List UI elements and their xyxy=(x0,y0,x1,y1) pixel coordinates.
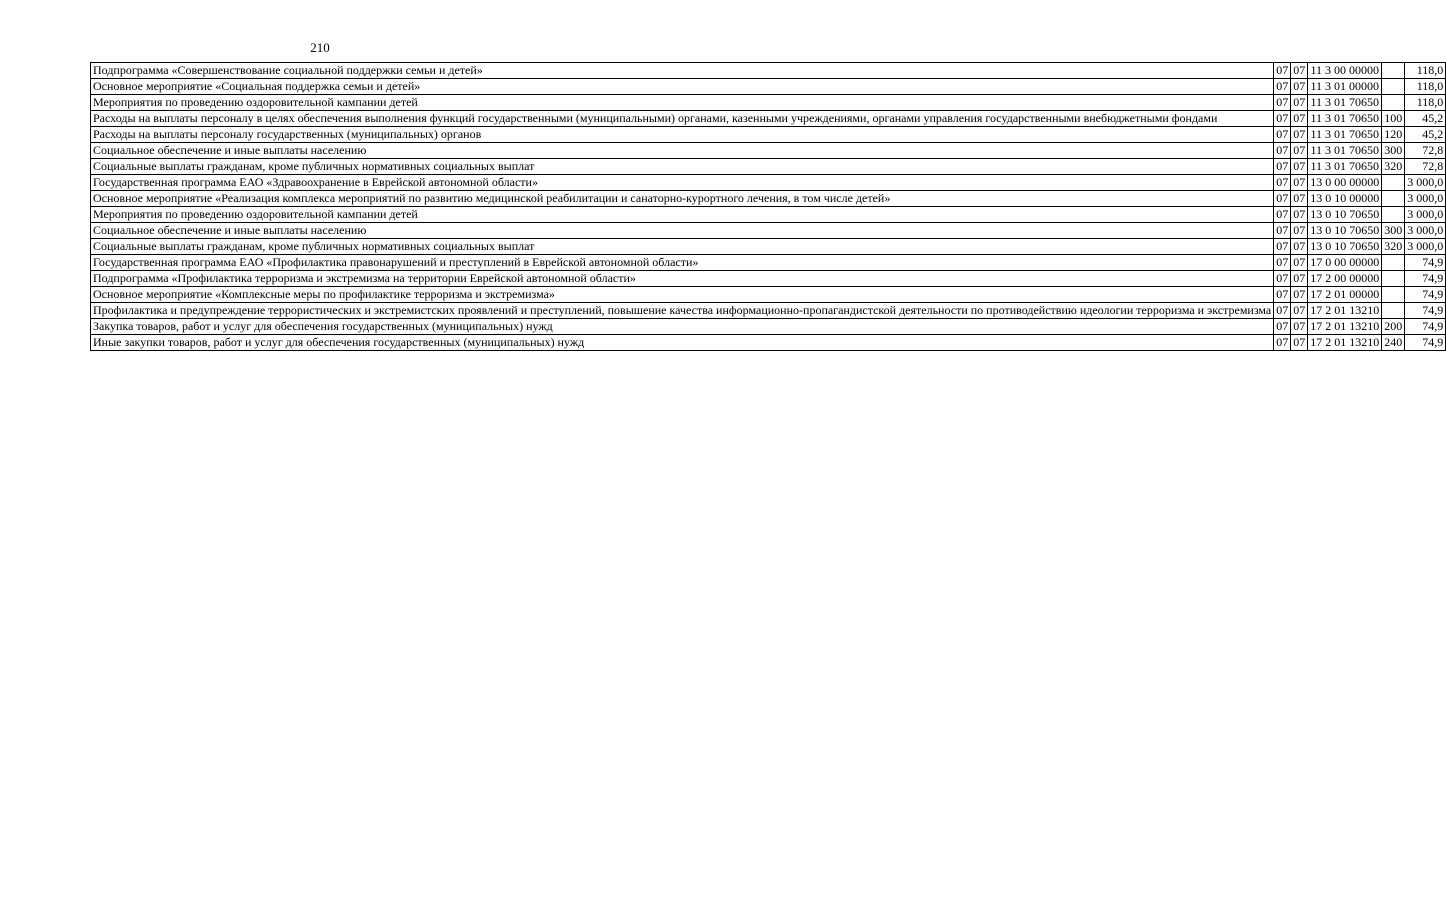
row-name-cell: Расходы на выплаты персоналу в целях обеспечения выполнения функций государственными (муниципальными) органами, казенными учреждениями, органами управления государственными внебюджетными фондами xyxy=(91,111,1274,127)
table-row xyxy=(91,63,1446,79)
row-amount: 3 000,0 xyxy=(1405,191,1446,207)
row-section-code: 07 xyxy=(1274,63,1291,79)
row-section-code: 07 xyxy=(1274,175,1291,191)
row-expense-type-code xyxy=(1382,191,1405,207)
table-row xyxy=(91,143,1446,159)
row-amount: 118,0 xyxy=(1405,79,1446,95)
row-section-code: 07 xyxy=(1274,143,1291,159)
row-name-cell: Основное мероприятие «Реализация комплекса мероприятий по развитию медицинской реабилитации и санаторно-курортного лечения, в том числе детей» xyxy=(91,191,1274,207)
row-name-cell: Профилактика и предупреждение террористических и экстремистских проявлений и преступлений, повышение качества информационно-пропагандистской деятельности по противодействию идеологии терроризма и экстремизма xyxy=(91,303,1274,319)
table-row xyxy=(91,287,1446,303)
budget-table xyxy=(90,62,1446,351)
row-target-item-code: 17 2 01 13210 xyxy=(1308,319,1382,335)
table-row xyxy=(91,111,1446,127)
table-row xyxy=(91,319,1446,335)
row-amount: 72,8 xyxy=(1405,159,1446,175)
row-expense-type-code xyxy=(1382,95,1405,111)
row-expense-type-code: 300 xyxy=(1382,223,1405,239)
table-row xyxy=(91,79,1446,95)
row-expense-type-code: 200 xyxy=(1382,319,1405,335)
row-name-cell: Подпрограмма «Профилактика терроризма и экстремизма на территории Еврейской автономной области» xyxy=(91,271,1274,287)
row-section-code: 07 xyxy=(1274,207,1291,223)
row-subsection-code: 07 xyxy=(1291,175,1308,191)
row-name-cell: Основное мероприятие «Комплексные меры по профилактике терроризма и экстремизма» xyxy=(91,287,1274,303)
row-expense-type-code xyxy=(1382,63,1405,79)
row-subsection-code: 07 xyxy=(1291,159,1308,175)
row-target-item-code: 13 0 10 70650 xyxy=(1308,223,1382,239)
row-target-item-code: 17 2 01 13210 xyxy=(1308,303,1382,319)
row-section-code: 07 xyxy=(1274,159,1291,175)
row-name-cell: Основное мероприятие «Социальная поддержка семьи и детей» xyxy=(91,79,1274,95)
row-target-item-code: 13 0 10 70650 xyxy=(1308,239,1382,255)
row-target-item-code: 13 0 10 00000 xyxy=(1308,191,1382,207)
row-subsection-code: 07 xyxy=(1291,95,1308,111)
row-target-item-code: 11 3 01 70650 xyxy=(1308,143,1382,159)
row-subsection-code: 07 xyxy=(1291,79,1308,95)
row-subsection-code: 07 xyxy=(1291,111,1308,127)
row-name-cell: Социальное обеспечение и иные выплаты населению xyxy=(91,143,1274,159)
row-name-cell: Государственная программа ЕАО «Профилактика правонарушений и преступлений в Еврейской автономной области» xyxy=(91,255,1274,271)
row-amount: 118,0 xyxy=(1405,63,1446,79)
row-expense-type-code: 300 xyxy=(1382,143,1405,159)
row-subsection-code: 07 xyxy=(1291,207,1308,223)
table-row xyxy=(91,223,1446,239)
row-section-code: 07 xyxy=(1274,111,1291,127)
row-amount: 45,2 xyxy=(1405,111,1446,127)
row-target-item-code: 11 3 01 70650 xyxy=(1308,159,1382,175)
row-amount: 74,9 xyxy=(1405,287,1446,303)
row-amount: 3 000,0 xyxy=(1405,207,1446,223)
row-expense-type-code xyxy=(1382,271,1405,287)
table-row xyxy=(91,255,1446,271)
table-row xyxy=(91,95,1446,111)
row-subsection-code: 07 xyxy=(1291,303,1308,319)
row-amount: 74,9 xyxy=(1405,303,1446,319)
row-name-cell: Расходы на выплаты персоналу государственных (муниципальных) органов xyxy=(91,127,1274,143)
row-expense-type-code xyxy=(1382,287,1405,303)
row-section-code: 07 xyxy=(1274,319,1291,335)
row-amount: 74,9 xyxy=(1405,271,1446,287)
row-subsection-code: 07 xyxy=(1291,271,1308,287)
row-subsection-code: 07 xyxy=(1291,223,1308,239)
row-subsection-code: 07 xyxy=(1291,255,1308,271)
row-section-code: 07 xyxy=(1274,335,1291,351)
row-expense-type-code xyxy=(1382,255,1405,271)
row-expense-type-code: 120 xyxy=(1382,127,1405,143)
row-name-cell: Социальные выплаты гражданам, кроме публичных нормативных социальных выплат xyxy=(91,239,1274,255)
row-expense-type-code: 320 xyxy=(1382,239,1405,255)
row-name-cell: Мероприятия по проведению оздоровительной кампании детей xyxy=(91,207,1274,223)
table-row xyxy=(91,159,1446,175)
row-expense-type-code: 100 xyxy=(1382,111,1405,127)
row-subsection-code: 07 xyxy=(1291,143,1308,159)
table-row xyxy=(91,239,1446,255)
row-target-item-code: 13 0 00 00000 xyxy=(1308,175,1382,191)
row-target-item-code: 11 3 01 70650 xyxy=(1308,95,1382,111)
row-amount: 72,8 xyxy=(1405,143,1446,159)
row-section-code: 07 xyxy=(1274,127,1291,143)
page-number: 210 xyxy=(310,40,330,55)
row-amount: 3 000,0 xyxy=(1405,175,1446,191)
row-target-item-code: 11 3 01 70650 xyxy=(1308,127,1382,143)
row-expense-type-code xyxy=(1382,175,1405,191)
row-section-code: 07 xyxy=(1274,223,1291,239)
row-section-code: 07 xyxy=(1274,255,1291,271)
row-target-item-code: 17 2 01 13210 xyxy=(1308,335,1382,351)
row-name-cell: Государственная программа ЕАО «Здравоохранение в Еврейской автономной области» xyxy=(91,175,1274,191)
row-expense-type-code: 320 xyxy=(1382,159,1405,175)
row-section-code: 07 xyxy=(1274,287,1291,303)
row-amount: 74,9 xyxy=(1405,335,1446,351)
row-amount: 74,9 xyxy=(1405,319,1446,335)
row-amount: 3 000,0 xyxy=(1405,223,1446,239)
row-subsection-code: 07 xyxy=(1291,239,1308,255)
row-section-code: 07 xyxy=(1274,79,1291,95)
row-target-item-code: 11 3 01 70650 xyxy=(1308,111,1382,127)
row-target-item-code: 11 3 01 00000 xyxy=(1308,79,1382,95)
row-amount: 3 000,0 xyxy=(1405,239,1446,255)
row-expense-type-code: 240 xyxy=(1382,335,1405,351)
row-subsection-code: 07 xyxy=(1291,63,1308,79)
row-section-code: 07 xyxy=(1274,239,1291,255)
row-name-cell: Закупка товаров, работ и услуг для обеспечения государственных (муниципальных) нужд xyxy=(91,319,1274,335)
table-row xyxy=(91,207,1446,223)
table-row xyxy=(91,127,1446,143)
budget-table-body xyxy=(91,63,1446,351)
row-name-cell: Социальные выплаты гражданам, кроме публичных нормативных социальных выплат xyxy=(91,159,1274,175)
row-subsection-code: 07 xyxy=(1291,335,1308,351)
row-target-item-code: 17 2 01 00000 xyxy=(1308,287,1382,303)
row-expense-type-code xyxy=(1382,79,1405,95)
table-row xyxy=(91,303,1446,319)
row-target-item-code: 17 0 00 00000 xyxy=(1308,255,1382,271)
table-row xyxy=(91,191,1446,207)
row-section-code: 07 xyxy=(1274,303,1291,319)
row-subsection-code: 07 xyxy=(1291,127,1308,143)
row-expense-type-code xyxy=(1382,207,1405,223)
row-name-cell: Социальное обеспечение и иные выплаты населению xyxy=(91,223,1274,239)
row-subsection-code: 07 xyxy=(1291,191,1308,207)
row-amount: 118,0 xyxy=(1405,95,1446,111)
row-subsection-code: 07 xyxy=(1291,287,1308,303)
table-row xyxy=(91,175,1446,191)
row-amount: 74,9 xyxy=(1405,255,1446,271)
row-section-code: 07 xyxy=(1274,191,1291,207)
row-name-cell: Мероприятия по проведению оздоровительной кампании детей xyxy=(91,95,1274,111)
row-target-item-code: 13 0 10 70650 xyxy=(1308,207,1382,223)
row-name-cell: Подпрограмма «Совершенствование социальной поддержки семьи и детей» xyxy=(91,63,1274,79)
row-subsection-code: 07 xyxy=(1291,319,1308,335)
row-section-code: 07 xyxy=(1274,271,1291,287)
row-target-item-code: 11 3 00 00000 xyxy=(1308,63,1382,79)
row-amount: 45,2 xyxy=(1405,127,1446,143)
row-section-code: 07 xyxy=(1274,95,1291,111)
table-row xyxy=(91,335,1446,351)
table-row xyxy=(91,271,1446,287)
row-name-cell: Иные закупки товаров, работ и услуг для обеспечения государственных (муниципальных) нужд xyxy=(91,335,1274,351)
row-target-item-code: 17 2 00 00000 xyxy=(1308,271,1382,287)
row-expense-type-code xyxy=(1382,303,1405,319)
